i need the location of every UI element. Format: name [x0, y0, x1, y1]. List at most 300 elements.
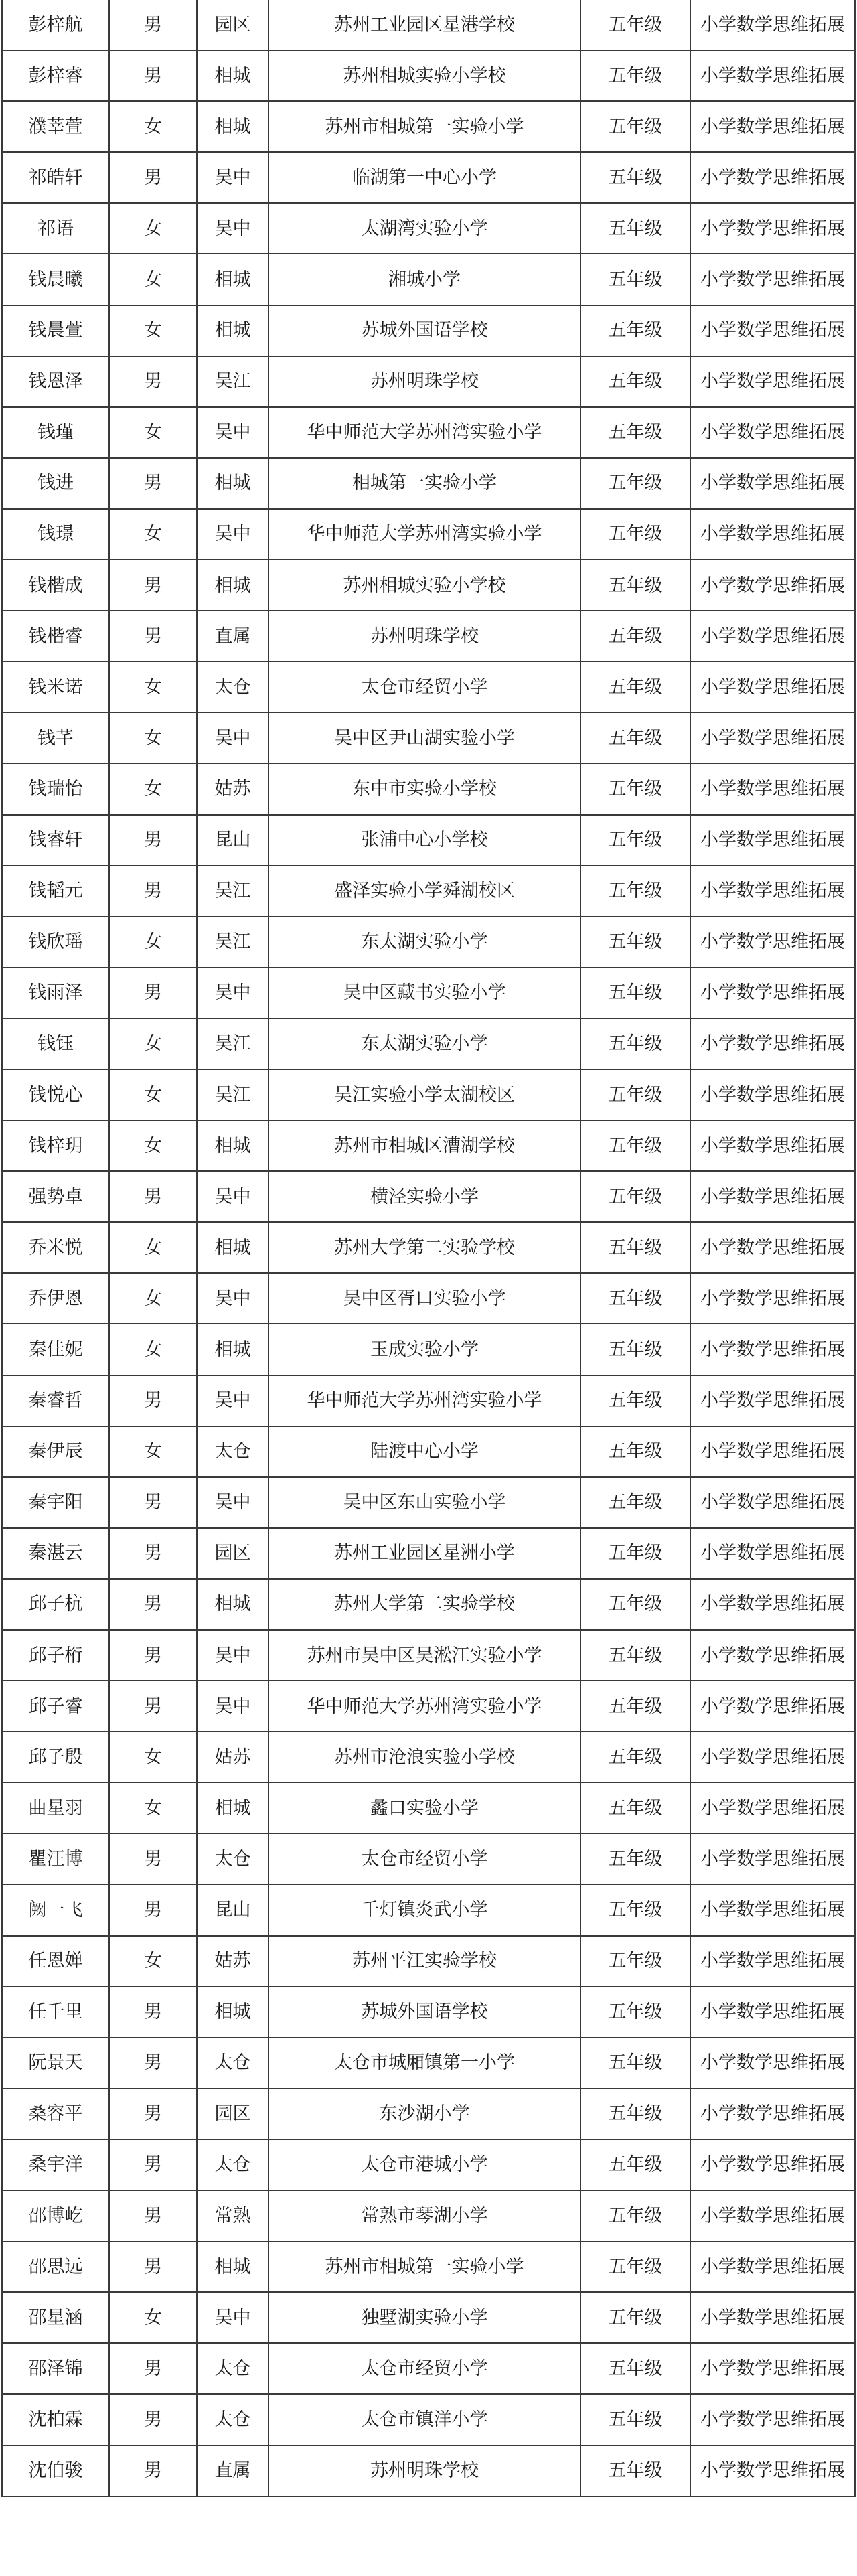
gender-cell: 男: [109, 1528, 197, 1579]
school-cell: 太仓市镇洋小学: [268, 2394, 580, 2445]
school-cell: 苏州市吴中区吴淞江实验小学: [268, 1630, 580, 1681]
school-cell: 相城第一实验小学: [268, 458, 580, 509]
grade-cell: 五年级: [580, 407, 690, 458]
course-cell: 小学数学思维拓展: [690, 2241, 855, 2292]
course-cell: 小学数学思维拓展: [690, 2292, 855, 2343]
school-cell: 吴中区尹山湖实验小学: [268, 712, 580, 763]
district-cell: 相城: [197, 305, 268, 356]
district-cell: 吴中: [197, 1171, 268, 1222]
course-cell: 小学数学思维拓展: [690, 917, 855, 968]
gender-cell: 女: [109, 101, 197, 152]
roster-body: [2, 0, 855, 2496]
district-cell: 相城: [197, 101, 268, 152]
table-row: [2, 1579, 855, 1630]
gender-cell: 男: [109, 2139, 197, 2190]
course-cell: 小学数学思维拓展: [690, 1375, 855, 1426]
student-name-cell: 钱钰: [2, 1018, 109, 1069]
district-cell: 太仓: [197, 2038, 268, 2089]
table-row: [2, 1681, 855, 1732]
grade-cell: 五年级: [580, 1477, 690, 1528]
table-row: [2, 1222, 855, 1273]
gender-cell: 男: [109, 2445, 197, 2496]
school-cell: 陆渡中心小学: [268, 1426, 580, 1477]
school-cell: 苏城外国语学校: [268, 1987, 580, 2038]
gender-cell: 男: [109, 611, 197, 662]
grade-cell: 五年级: [580, 1324, 690, 1375]
table-row: [2, 1120, 855, 1171]
gender-cell: 男: [109, 50, 197, 101]
course-cell: 小学数学思维拓展: [690, 152, 855, 203]
district-cell: 太仓: [197, 2343, 268, 2394]
school-cell: 苏州市相城第一实验小学: [268, 101, 580, 152]
school-cell: 苏州相城实验小学校: [268, 560, 580, 611]
student-name-cell: 阮景天: [2, 2038, 109, 2089]
grade-cell: 五年级: [580, 1936, 690, 1987]
student-name-cell: 秦宇阳: [2, 1477, 109, 1528]
course-cell: 小学数学思维拓展: [690, 254, 855, 305]
gender-cell: 男: [109, 1579, 197, 1630]
school-cell: 横泾实验小学: [268, 1171, 580, 1222]
district-cell: 吴中: [197, 203, 268, 254]
gender-cell: 女: [109, 203, 197, 254]
gender-cell: 男: [109, 458, 197, 509]
grade-cell: 五年级: [580, 763, 690, 814]
district-cell: 昆山: [197, 815, 268, 866]
district-cell: 吴中: [197, 968, 268, 1018]
table-row: [2, 560, 855, 611]
district-cell: 吴江: [197, 866, 268, 917]
grade-cell: 五年级: [580, 2038, 690, 2089]
table-row: [2, 407, 855, 458]
grade-cell: 五年级: [580, 917, 690, 968]
grade-cell: 五年级: [580, 1375, 690, 1426]
course-cell: 小学数学思维拓展: [690, 1732, 855, 1783]
grade-cell: 五年级: [580, 2394, 690, 2445]
district-cell: 吴中: [197, 1630, 268, 1681]
student-name-cell: 钱晨曦: [2, 254, 109, 305]
district-cell: 太仓: [197, 1833, 268, 1884]
student-name-cell: 钱韬元: [2, 866, 109, 917]
school-cell: 苏州工业园区星港学校: [268, 0, 580, 50]
student-name-cell: 钱睿轩: [2, 815, 109, 866]
district-cell: 太仓: [197, 2394, 268, 2445]
district-cell: 太仓: [197, 1426, 268, 1477]
course-cell: 小学数学思维拓展: [690, 356, 855, 407]
gender-cell: 女: [109, 1273, 197, 1324]
gender-cell: 女: [109, 1426, 197, 1477]
table-row: [2, 815, 855, 866]
gender-cell: 女: [109, 1324, 197, 1375]
district-cell: 吴中: [197, 1375, 268, 1426]
district-cell: 吴江: [197, 356, 268, 407]
gender-cell: 女: [109, 712, 197, 763]
grade-cell: 五年级: [580, 152, 690, 203]
course-cell: 小学数学思维拓展: [690, 50, 855, 101]
grade-cell: 五年级: [580, 866, 690, 917]
district-cell: 相城: [197, 1987, 268, 2038]
grade-cell: 五年级: [580, 560, 690, 611]
school-cell: 苏州明珠学校: [268, 2445, 580, 2496]
gender-cell: 男: [109, 2089, 197, 2139]
table-row: [2, 356, 855, 407]
gender-cell: 男: [109, 2241, 197, 2292]
district-cell: 相城: [197, 50, 268, 101]
student-name-cell: 曲星羽: [2, 1783, 109, 1833]
gender-cell: 女: [109, 1732, 197, 1783]
district-cell: 吴中: [197, 1477, 268, 1528]
district-cell: 相城: [197, 1324, 268, 1375]
school-cell: 东太湖实验小学: [268, 917, 580, 968]
school-cell: 东沙湖小学: [268, 2089, 580, 2139]
district-cell: 相城: [197, 2241, 268, 2292]
grade-cell: 五年级: [580, 2241, 690, 2292]
course-cell: 小学数学思维拓展: [690, 763, 855, 814]
school-cell: 常熟市琴湖小学: [268, 2190, 580, 2241]
gender-cell: 男: [109, 815, 197, 866]
student-name-cell: 祁皓轩: [2, 152, 109, 203]
table-row: [2, 254, 855, 305]
district-cell: 吴江: [197, 1018, 268, 1069]
district-cell: 吴中: [197, 712, 268, 763]
grade-cell: 五年级: [580, 305, 690, 356]
gender-cell: 男: [109, 2038, 197, 2089]
table-row: [2, 1884, 855, 1935]
grade-cell: 五年级: [580, 1833, 690, 1884]
gender-cell: 男: [109, 560, 197, 611]
student-name-cell: 彭梓睿: [2, 50, 109, 101]
course-cell: 小学数学思维拓展: [690, 1273, 855, 1324]
student-name-cell: 钱瑾: [2, 407, 109, 458]
course-cell: 小学数学思维拓展: [690, 1477, 855, 1528]
student-name-cell: 邱子杭: [2, 1579, 109, 1630]
table-row: [2, 2241, 855, 2292]
student-name-cell: 邵泽锦: [2, 2343, 109, 2394]
grade-cell: 五年级: [580, 50, 690, 101]
school-cell: 东中市实验小学校: [268, 763, 580, 814]
grade-cell: 五年级: [580, 509, 690, 560]
table-row: [2, 968, 855, 1018]
student-name-cell: 钱欣瑶: [2, 917, 109, 968]
grade-cell: 五年级: [580, 1069, 690, 1120]
table-row: [2, 509, 855, 560]
school-cell: 千灯镇炎武小学: [268, 1884, 580, 1935]
school-cell: 苏州市沧浪实验小学校: [268, 1732, 580, 1783]
student-name-cell: 钱雨泽: [2, 968, 109, 1018]
gender-cell: 男: [109, 152, 197, 203]
district-cell: 吴中: [197, 509, 268, 560]
table-row: [2, 1171, 855, 1222]
student-name-cell: 钱悦心: [2, 1069, 109, 1120]
student-name-cell: 强势卓: [2, 1171, 109, 1222]
student-name-cell: 桑宇洋: [2, 2139, 109, 2190]
gender-cell: 女: [109, 2292, 197, 2343]
school-cell: 华中师范大学苏州湾实验小学: [268, 407, 580, 458]
district-cell: 太仓: [197, 662, 268, 712]
district-cell: 太仓: [197, 2139, 268, 2190]
student-name-cell: 秦湛云: [2, 1528, 109, 1579]
student-name-cell: 钱梓玥: [2, 1120, 109, 1171]
grade-cell: 五年级: [580, 254, 690, 305]
course-cell: 小学数学思维拓展: [690, 1884, 855, 1935]
school-cell: 苏城外国语学校: [268, 305, 580, 356]
district-cell: 园区: [197, 2089, 268, 2139]
course-cell: 小学数学思维拓展: [690, 2394, 855, 2445]
school-cell: 蠡口实验小学: [268, 1783, 580, 1833]
grade-cell: 五年级: [580, 1884, 690, 1935]
school-cell: 苏州明珠学校: [268, 356, 580, 407]
school-cell: 华中师范大学苏州湾实验小学: [268, 1681, 580, 1732]
grade-cell: 五年级: [580, 1120, 690, 1171]
district-cell: 园区: [197, 0, 268, 50]
table-row: [2, 611, 855, 662]
course-cell: 小学数学思维拓展: [690, 1324, 855, 1375]
district-cell: 相城: [197, 458, 268, 509]
grade-cell: 五年级: [580, 2343, 690, 2394]
gender-cell: 男: [109, 1630, 197, 1681]
district-cell: 吴中: [197, 2292, 268, 2343]
district-cell: 吴中: [197, 407, 268, 458]
school-cell: 苏州明珠学校: [268, 611, 580, 662]
table-row: [2, 1936, 855, 1987]
grade-cell: 五年级: [580, 1681, 690, 1732]
course-cell: 小学数学思维拓展: [690, 2089, 855, 2139]
grade-cell: 五年级: [580, 356, 690, 407]
district-cell: 姑苏: [197, 763, 268, 814]
student-name-cell: 钱恩泽: [2, 356, 109, 407]
grade-cell: 五年级: [580, 1732, 690, 1783]
student-name-cell: 邵思远: [2, 2241, 109, 2292]
school-cell: 苏州平江实验学校: [268, 1936, 580, 1987]
grade-cell: 五年级: [580, 2445, 690, 2496]
student-name-cell: 钱瑞怡: [2, 763, 109, 814]
school-cell: 太仓市经贸小学: [268, 662, 580, 712]
table-row: [2, 101, 855, 152]
gender-cell: 男: [109, 1987, 197, 2038]
table-row: [2, 1783, 855, 1833]
course-cell: 小学数学思维拓展: [690, 2038, 855, 2089]
district-cell: 相城: [197, 1579, 268, 1630]
district-cell: 姑苏: [197, 1732, 268, 1783]
school-cell: 张浦中心小学校: [268, 815, 580, 866]
course-cell: 小学数学思维拓展: [690, 458, 855, 509]
table-row: [2, 0, 855, 50]
course-cell: 小学数学思维拓展: [690, 1681, 855, 1732]
student-name-cell: 瞿汪博: [2, 1833, 109, 1884]
course-cell: 小学数学思维拓展: [690, 101, 855, 152]
course-cell: 小学数学思维拓展: [690, 1783, 855, 1833]
gender-cell: 女: [109, 1936, 197, 1987]
grade-cell: 五年级: [580, 1987, 690, 2038]
gender-cell: 男: [109, 968, 197, 1018]
gender-cell: 男: [109, 0, 197, 50]
student-name-cell: 钱楷成: [2, 560, 109, 611]
gender-cell: 男: [109, 1375, 197, 1426]
district-cell: 姑苏: [197, 1936, 268, 1987]
district-cell: 园区: [197, 1528, 268, 1579]
course-cell: 小学数学思维拓展: [690, 407, 855, 458]
grade-cell: 五年级: [580, 0, 690, 50]
course-cell: 小学数学思维拓展: [690, 1120, 855, 1171]
table-row: [2, 1528, 855, 1579]
gender-cell: 女: [109, 917, 197, 968]
table-row: [2, 2190, 855, 2241]
district-cell: 相城: [197, 1120, 268, 1171]
student-name-cell: 秦睿哲: [2, 1375, 109, 1426]
student-name-cell: 桑容平: [2, 2089, 109, 2139]
district-cell: 常熟: [197, 2190, 268, 2241]
course-cell: 小学数学思维拓展: [690, 203, 855, 254]
course-cell: 小学数学思维拓展: [690, 1222, 855, 1273]
gender-cell: 女: [109, 662, 197, 712]
district-cell: 直属: [197, 611, 268, 662]
course-cell: 小学数学思维拓展: [690, 866, 855, 917]
gender-cell: 女: [109, 1222, 197, 1273]
student-name-cell: 钱进: [2, 458, 109, 509]
school-cell: 太仓市城厢镇第一小学: [268, 2038, 580, 2089]
gender-cell: 女: [109, 1069, 197, 1120]
table-row: [2, 712, 855, 763]
student-name-cell: 阙一飞: [2, 1884, 109, 1935]
gender-cell: 男: [109, 2343, 197, 2394]
gender-cell: 男: [109, 1681, 197, 1732]
grade-cell: 五年级: [580, 1783, 690, 1833]
student-roster-table: [1, 0, 856, 2497]
student-name-cell: 彭梓航: [2, 0, 109, 50]
grade-cell: 五年级: [580, 101, 690, 152]
grade-cell: 五年级: [580, 1171, 690, 1222]
course-cell: 小学数学思维拓展: [690, 0, 855, 50]
course-cell: 小学数学思维拓展: [690, 1426, 855, 1477]
school-cell: 苏州相城实验小学校: [268, 50, 580, 101]
course-cell: 小学数学思维拓展: [690, 1630, 855, 1681]
gender-cell: 女: [109, 1018, 197, 1069]
grade-cell: 五年级: [580, 1273, 690, 1324]
table-row: [2, 2445, 855, 2496]
course-cell: 小学数学思维拓展: [690, 1833, 855, 1884]
course-cell: 小学数学思维拓展: [690, 1936, 855, 1987]
grade-cell: 五年级: [580, 2292, 690, 2343]
school-cell: 苏州市相城第一实验小学: [268, 2241, 580, 2292]
gender-cell: 女: [109, 254, 197, 305]
course-cell: 小学数学思维拓展: [690, 2343, 855, 2394]
gender-cell: 女: [109, 763, 197, 814]
student-name-cell: 乔伊恩: [2, 1273, 109, 1324]
school-cell: 独墅湖实验小学: [268, 2292, 580, 2343]
grade-cell: 五年级: [580, 2139, 690, 2190]
district-cell: 吴中: [197, 152, 268, 203]
table-row: [2, 50, 855, 101]
student-name-cell: 邵博屹: [2, 2190, 109, 2241]
district-cell: 吴江: [197, 917, 268, 968]
grade-cell: 五年级: [580, 1426, 690, 1477]
table-row: [2, 1732, 855, 1783]
table-row: [2, 1630, 855, 1681]
grade-cell: 五年级: [580, 1018, 690, 1069]
course-cell: 小学数学思维拓展: [690, 2190, 855, 2241]
school-cell: 湘城小学: [268, 254, 580, 305]
gender-cell: 女: [109, 1120, 197, 1171]
course-cell: 小学数学思维拓展: [690, 662, 855, 712]
course-cell: 小学数学思维拓展: [690, 509, 855, 560]
table-row: [2, 2089, 855, 2139]
table-row: [2, 917, 855, 968]
gender-cell: 女: [109, 509, 197, 560]
table-row: [2, 2139, 855, 2190]
grade-cell: 五年级: [580, 1222, 690, 1273]
student-name-cell: 邱子殷: [2, 1732, 109, 1783]
grade-cell: 五年级: [580, 662, 690, 712]
gender-cell: 男: [109, 1171, 197, 1222]
course-cell: 小学数学思维拓展: [690, 2445, 855, 2496]
student-name-cell: 秦伊辰: [2, 1426, 109, 1477]
course-cell: 小学数学思维拓展: [690, 1528, 855, 1579]
grade-cell: 五年级: [580, 611, 690, 662]
student-name-cell: 钱米诺: [2, 662, 109, 712]
course-cell: 小学数学思维拓展: [690, 815, 855, 866]
grade-cell: 五年级: [580, 1579, 690, 1630]
gender-cell: 男: [109, 2394, 197, 2445]
course-cell: 小学数学思维拓展: [690, 305, 855, 356]
gender-cell: 男: [109, 356, 197, 407]
student-name-cell: 钱楷睿: [2, 611, 109, 662]
grade-cell: 五年级: [580, 968, 690, 1018]
table-row: [2, 1375, 855, 1426]
table-row: [2, 458, 855, 509]
gender-cell: 女: [109, 407, 197, 458]
school-cell: 临湖第一中心小学: [268, 152, 580, 203]
grade-cell: 五年级: [580, 1528, 690, 1579]
student-name-cell: 钱芊: [2, 712, 109, 763]
course-cell: 小学数学思维拓展: [690, 560, 855, 611]
table-row: [2, 1273, 855, 1324]
table-row: [2, 1987, 855, 2038]
student-name-cell: 钱晨萱: [2, 305, 109, 356]
district-cell: 吴中: [197, 1681, 268, 1732]
table-row: [2, 1018, 855, 1069]
table-row: [2, 1426, 855, 1477]
district-cell: 相城: [197, 1783, 268, 1833]
gender-cell: 男: [109, 2190, 197, 2241]
course-cell: 小学数学思维拓展: [690, 1987, 855, 2038]
student-name-cell: 邱子桁: [2, 1630, 109, 1681]
course-cell: 小学数学思维拓展: [690, 712, 855, 763]
school-cell: 太仓市港城小学: [268, 2139, 580, 2190]
table-row: [2, 2394, 855, 2445]
course-cell: 小学数学思维拓展: [690, 611, 855, 662]
gender-cell: 女: [109, 305, 197, 356]
table-row: [2, 1477, 855, 1528]
school-cell: 太仓市经贸小学: [268, 2343, 580, 2394]
school-cell: 太仓市经贸小学: [268, 1833, 580, 1884]
table-row: [2, 662, 855, 712]
district-cell: 相城: [197, 254, 268, 305]
grade-cell: 五年级: [580, 1630, 690, 1681]
school-cell: 苏州市相城区漕湖学校: [268, 1120, 580, 1171]
school-cell: 吴江实验小学太湖校区: [268, 1069, 580, 1120]
course-cell: 小学数学思维拓展: [690, 1171, 855, 1222]
gender-cell: 男: [109, 866, 197, 917]
table-row: [2, 2038, 855, 2089]
school-cell: 吴中区东山实验小学: [268, 1477, 580, 1528]
student-name-cell: 钱璟: [2, 509, 109, 560]
school-cell: 华中师范大学苏州湾实验小学: [268, 509, 580, 560]
table-row: [2, 866, 855, 917]
course-cell: 小学数学思维拓展: [690, 1018, 855, 1069]
grade-cell: 五年级: [580, 2089, 690, 2139]
student-name-cell: 秦佳妮: [2, 1324, 109, 1375]
student-name-cell: 邵星涵: [2, 2292, 109, 2343]
course-cell: 小学数学思维拓展: [690, 2139, 855, 2190]
